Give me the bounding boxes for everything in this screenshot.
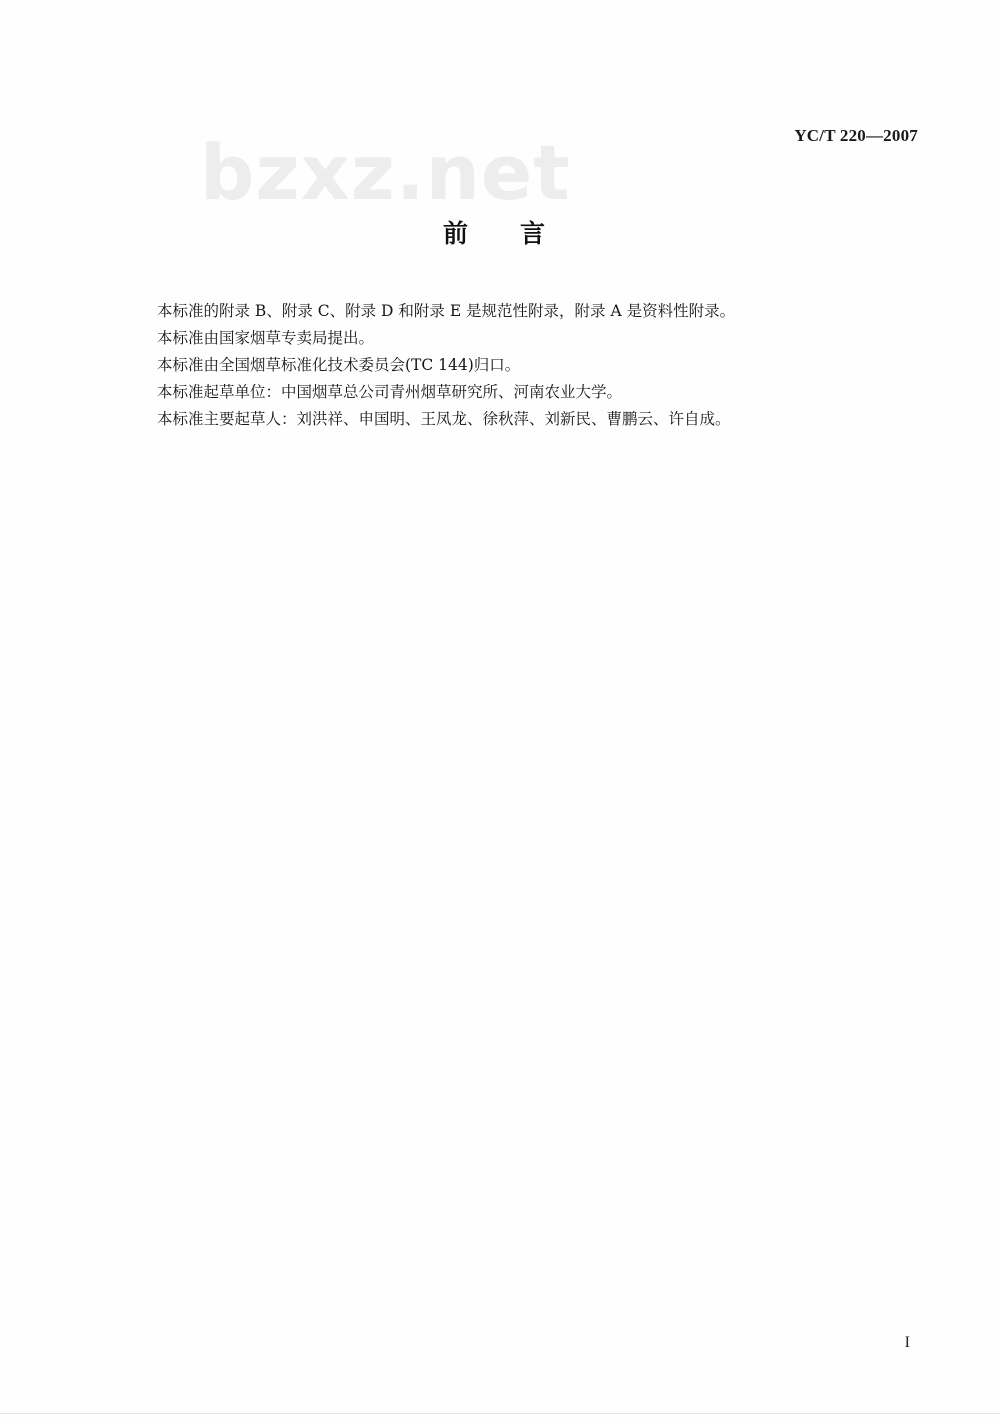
watermark-text: bzxz.net <box>200 128 571 217</box>
foreword-paragraph-committee: 本标准由全国烟草标准化技术委员会(TC 144)归口。 <box>157 356 521 374</box>
foreword-body <box>157 298 917 433</box>
foreword-paragraph-proposer: 本标准由国家烟草专卖局提出。 <box>157 329 375 347</box>
foreword-paragraph-annexes: 本标准的附录 B、附录 C、附录 D 和附录 E 是规范性附录，附录 A 是资料性附录。 <box>157 302 736 320</box>
foreword-paragraph-drafting-units: 本标准起草单位：中国烟草总公司青州烟草研究所、河南农业大学。 <box>157 383 623 401</box>
foreword-paragraph-drafters: 本标准主要起草人：刘洪祥、申国明、王凤龙、徐秋萍、刘新民、曹鹏云、许自成。 <box>157 410 731 428</box>
document-code: YC/T 220—2007 <box>794 126 918 145</box>
page-title: 前言 <box>442 219 597 248</box>
bottom-edge-divider <box>0 1413 1000 1414</box>
page-number: I <box>904 1334 910 1351</box>
